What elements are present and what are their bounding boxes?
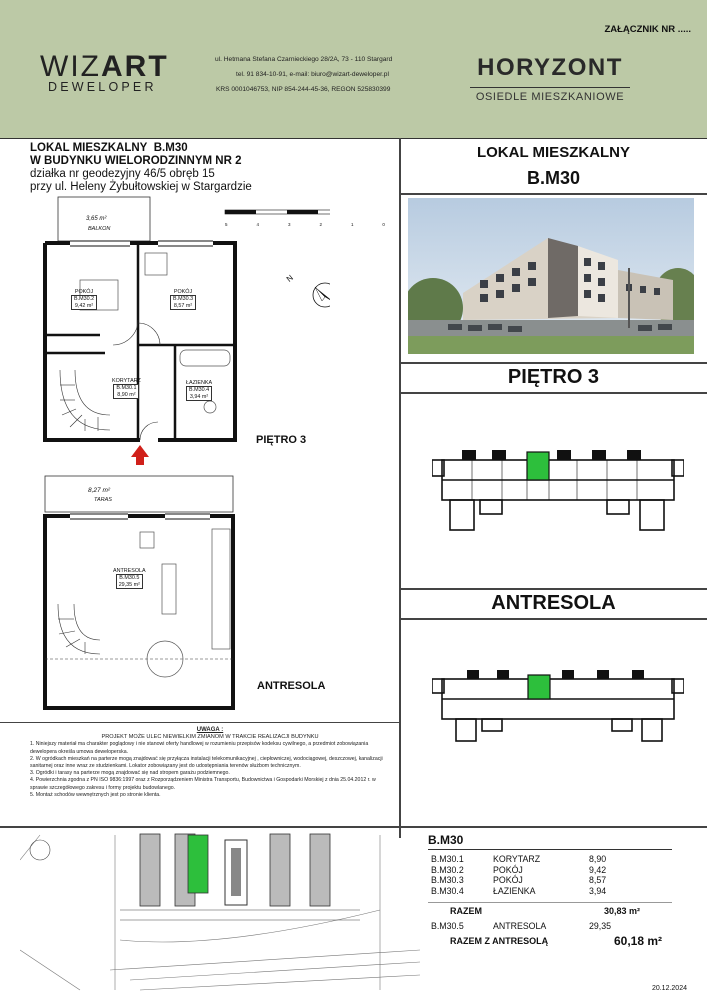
scale-tick: 5 [225,222,228,227]
scale-tick: 3 [287,222,291,227]
info-line-1: LOKAL MIESZKALNY B.M30 [30,142,188,154]
logo-wizart: WIZART [40,50,169,83]
note-item: 1. Niniejszy materiał ma charakter poglądowy i nie stanowi oferty handlowej w rozumieniu przepisów kodeksu cywilnego, a przedmiot zobowiązania dewelopera określa umowa deweloperska. [30,741,369,755]
north-label: N [284,273,295,284]
table-row: B.M30.1 KORYTARZ 8,90 [431,854,607,865]
antresola-row: B.M30.5 ANTRESOLA 29,35 [431,921,612,932]
area-table [428,854,609,896]
note-item: 3. Ogródki i tarasy na parterze mogą znajdować się nad stropem garażu podziemnego. [30,770,230,777]
room-label: ŁAZIENKA B.M30.4 3,94 m² [186,380,213,400]
key-plan-antresola [432,665,684,760]
brand-horyzont: HORYZONT [477,54,623,81]
company-contact: tel. 91 834-10-91, e-mail: biuro@wizart-deweloper.pl [236,71,389,78]
total-row: RAZEM 30,83 m² [428,902,672,916]
notes [30,727,390,799]
info-line-2: W BUDYNKU WIELORODZINNYM NR 2 [30,155,242,167]
company-registry: KRS 0001046753, NIP 854-244-45-36, REGON 525830399 [216,86,391,93]
area-table-title: B.M30 [428,833,672,850]
note-item: 4. Powierzchnia zgodna z PN ISO 9836:1997 oraz z Rozporządzeniem Ministra Transportu, Budownictwa i Gospodarki Morskiej z dnia 25.04.2012 r. w sprawie szczegółowego zakresu i formy projektu budowlanego. [30,777,376,791]
key-plan-floor [432,442,684,547]
room-label: POKÓJ B.M30.2 9,42 m² [71,289,97,310]
balkon-label: BALKON [88,226,111,232]
room-label: KORYTARZ B.M30.1 8,90 m² [112,378,141,398]
info-line-3: działka nr geodezyjny 46/5 obręb 15 [30,168,215,180]
company-address: ul. Hetmana Stefana Czarnieckiego 28/2A, 73 - 110 Stargard [215,56,393,63]
separator [400,618,707,620]
separator [0,722,400,723]
area-summary [428,833,672,948]
info-line-4: przy ul. Heleny Żybułtowskiej w Stargardzie [30,181,252,193]
right-unit: B.M30 [526,168,580,188]
taras-label: TARAS [94,497,112,503]
scale-tick: 0 [382,222,385,227]
table-row: B.M30.3 POKÓJ 8,57 [431,875,607,886]
vertical-divider [399,138,401,838]
floor-plan-3 [40,195,330,470]
document-date: 20.12.2024 [651,985,687,992]
room-label: POKÓJ B.M30.3 8,57 m² [170,289,196,310]
scale-tick: 4 [256,222,259,227]
taras-area: 8,27 m² [88,487,111,494]
separator [400,193,707,195]
note-item: 2. W ogródkach mieszkań na parterze mogą znajdować się przyłącza instalacji telekomunikacyjnej , ciepłowniczej, wodociągowej, deszczowej, kanalizacji sanitarnej oraz inne wraz ze studzienkami. Lokator zobowiązany jest do udostępniania terenów służbom technicznym. [30,755,383,770]
note-item: 5. Montaż schodów wewnętrznych jest po stronie klienta. [30,791,161,798]
antresola-title: ANTRESOLA [491,592,616,614]
table-row: B.M30.2 POKÓJ 9,42 [431,864,607,875]
room-label: ANTRESOLA B.M30.5 29,35 m² [113,568,146,588]
logo-subtitle: DEWELOPER [48,80,157,94]
separator [400,362,707,364]
notes-subtitle: PROJEKT MOŻE ULEC NIEWIELKIM ZMIANOM W TRAKCIE REALIZACJI BUDYNKU [101,734,319,741]
building-render [408,198,694,354]
antresola-plan-label: ANTRESOLA [257,680,326,692]
annex-number: ZAŁĄCZNIK NR ..... [604,24,691,35]
right-title: LOKAL MIESZKALNY [476,144,631,161]
floor-plan-label: PIĘTRO 3 [256,434,307,446]
scale-tick: 2 [319,222,322,227]
scale-labels [225,222,385,227]
separator [400,588,707,590]
balkon-area: 3,65 m² [86,216,107,222]
brand-subtitle: OSIEDLE MIESZKANIOWE [470,87,630,103]
grand-total-row: RAZEM Z ANTRESOLĄ 60,18 m² [450,933,662,948]
table-row: B.M30.4 ŁAZIENKA 3,94 [431,885,607,896]
notes-title: UWAGA : [196,727,224,733]
scale-tick: 1 [350,222,354,227]
site-plan [20,830,420,1000]
antresola-plan [40,474,240,729]
separator [0,826,707,828]
floor-title: PIĘTRO 3 [507,366,600,388]
separator [400,392,707,394]
